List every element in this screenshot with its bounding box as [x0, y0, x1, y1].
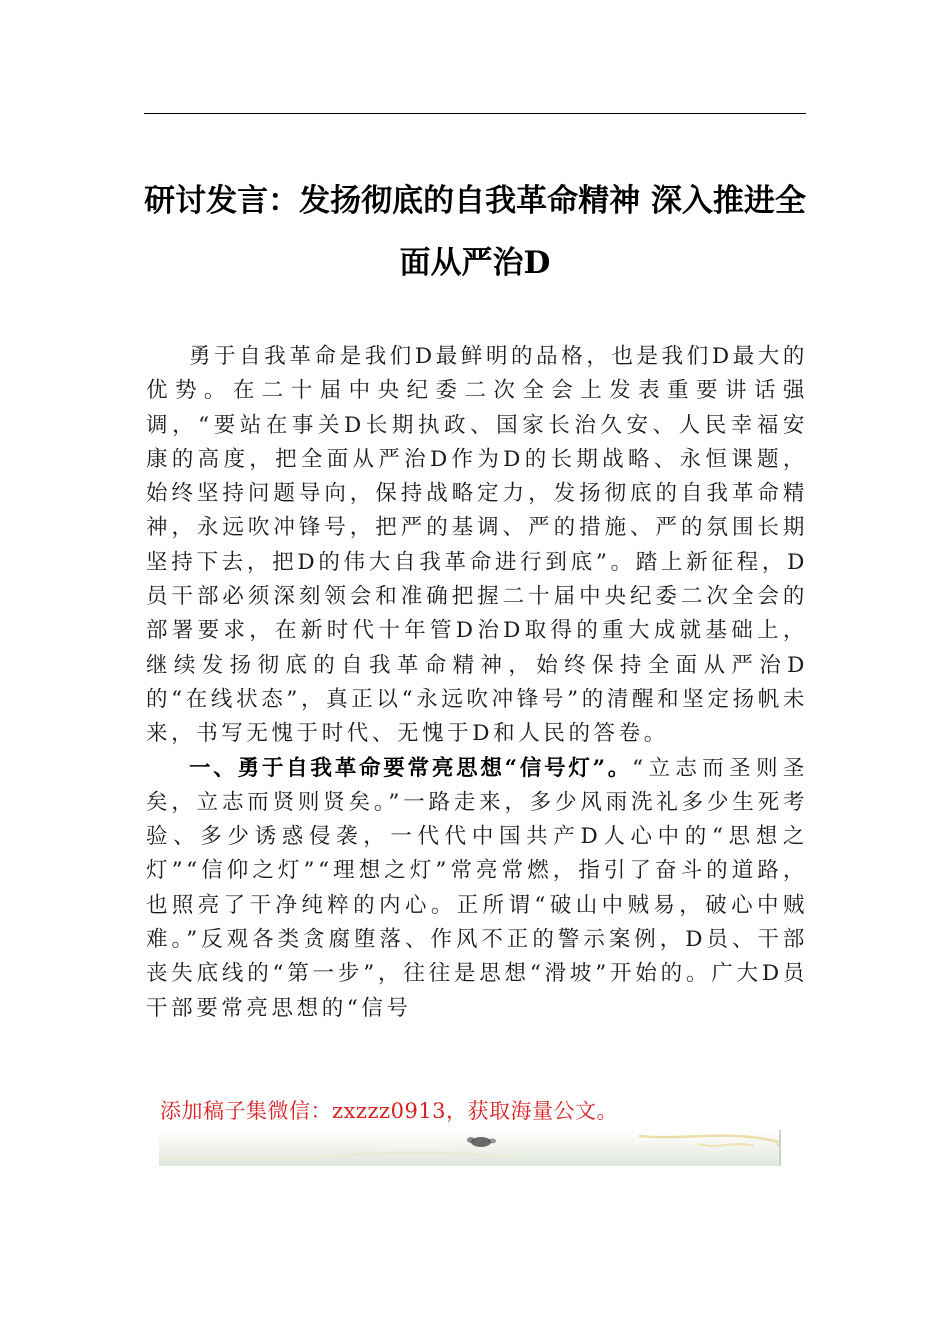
paragraph-intro — [146, 340, 808, 752]
paragraph-intro-text: 勇于自我革命是我们D最鲜明的品格，也是我们D最大的优势。在二十届中央纪委二次全会上发表重要讲话强调，“要站在事关D长期执政、国家长治久安、人民幸福安康的高度，把全面从严治D作为D的长期战略、永恒课题，始终坚持问题导向，保持战略定力，发扬彻底的自我革命精神，永远吹冲锋号，把严的基调、严的措施、严的氛围长期坚持下去，把D的伟大自我革命进行到底”。踏上新征程，D员干部必须深刻领会和准确把握二十届中央纪委二次全会的部署要求，在新时代十年管D治D取得的重大成就基础上，继续发扬彻底的自我革命精神，始终保持全面从严治D的“在线状态”，真正以“永远吹冲锋号”的清醒和坚定扬帆未来，书写无愧于时代、无愧于D和人民的答卷。 — [146, 344, 808, 747]
document-body — [146, 340, 808, 1026]
paragraph-section-1 — [146, 752, 808, 1026]
section-1-heading: 一、勇于自我革命要常亮思想“信号灯”。 — [189, 755, 633, 781]
header-rule — [144, 113, 806, 114]
document-title: 研讨发言：发扬彻底的自我革命精神 深入推进全面从严治D — [144, 183, 806, 281]
footer-banner-image — [159, 1130, 781, 1166]
section-1-text: “立志而圣则圣矣，立志而贤则贤矣。”一路走来，多少风雨洗礼多少生死考验、多少诱惑侵袭，一代代中国共产D人心中的“思想之灯”“信仰之灯”“理想之灯”常亮常燃，指引了奋斗的道路，也照亮了干净纯粹的内心。正所谓“破山中贼易，破心中贼难。”反观各类贪腐堕落、作风不正的警示案例，D员、干部丧失底线的“第一步”，往往是思想“滑坡”开始的。广大D员干部要常亮思想的“信号 — [146, 755, 808, 1021]
promo-text: 添加稿子集微信：zxzzz0913，获取海量公文。 — [160, 1099, 619, 1123]
banner-decoration-icon — [159, 1130, 779, 1166]
